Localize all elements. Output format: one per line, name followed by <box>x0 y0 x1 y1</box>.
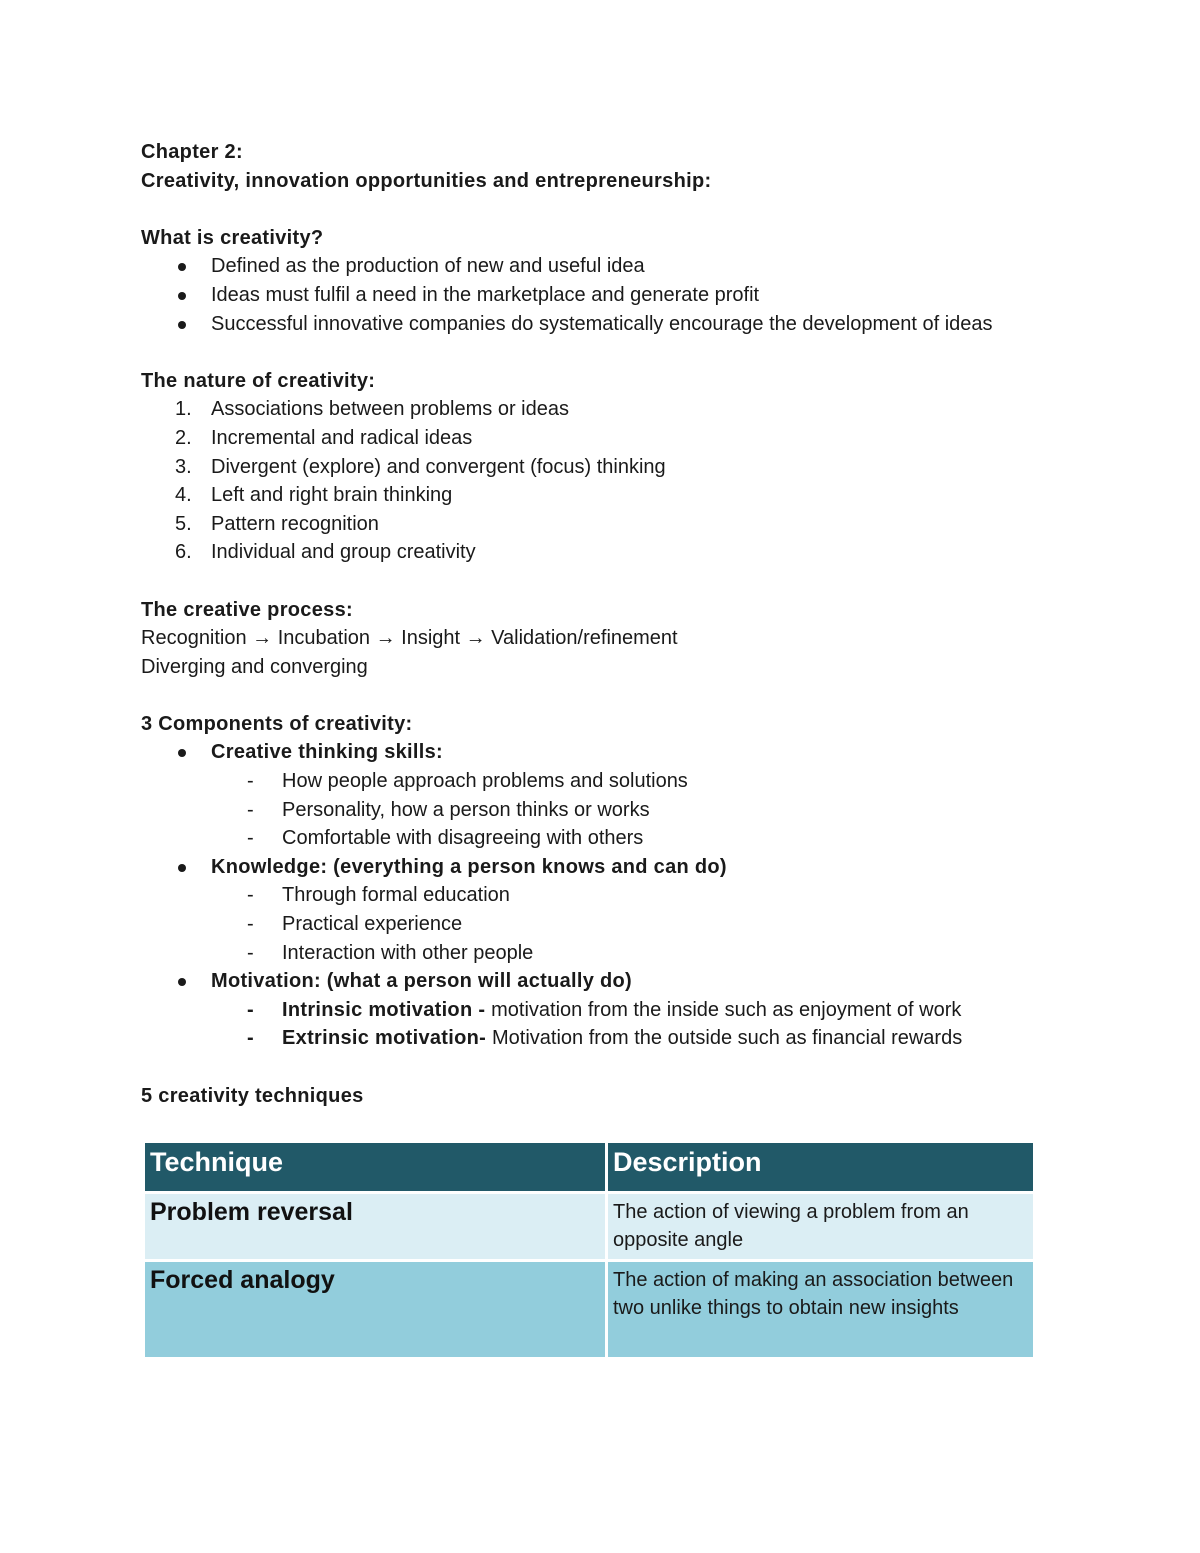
section-heading-techniques: 5 creativity techniques <box>141 1084 364 1107</box>
list-item: Successful innovative companies do systematically encourage the development of ideas <box>141 310 1141 339</box>
document-body <box>141 138 1141 1110</box>
nature-list <box>141 395 1141 567</box>
list-item: 2. Incremental and radical ideas <box>175 426 473 449</box>
table-row <box>144 1193 1035 1261</box>
what-is-list <box>141 252 1141 338</box>
bullet-icon <box>178 292 186 300</box>
table-header-row <box>144 1142 1035 1193</box>
section-heading-what-is: What is creativity? <box>141 226 324 249</box>
bullet-icon <box>178 749 186 757</box>
bullet-icon <box>178 321 186 329</box>
list-item: 4. Left and right brain thinking <box>175 484 453 507</box>
sub-item: - Extrinsic motivation- Motivation from the outside such as financial rewards <box>247 1027 963 1050</box>
section-heading-components: 3 Components of creativity: <box>141 712 413 735</box>
table-row <box>144 1261 1035 1359</box>
section-heading-nature: The nature of creativity: <box>141 369 376 392</box>
process-steps: Recognition → Incubation → Insight → Validation/refinement <box>141 627 678 650</box>
sub-item: - Intrinsic motivation - motivation from the inside such as enjoyment of work <box>247 998 962 1021</box>
list-item: Motivation: (what a person will actually do) <box>141 967 1141 996</box>
technique-description: The action of making an association between two unlike things to obtain new insights <box>607 1261 1035 1359</box>
sub-item: - Practical experience <box>247 913 463 936</box>
list-item: 1. Associations between problems or ideas <box>175 398 569 421</box>
components-list <box>141 738 1141 1053</box>
chapter-label: Chapter 2: <box>141 141 243 163</box>
list-item: Defined as the production of new and useful idea <box>141 252 1141 281</box>
sub-item: - Comfortable with disagreeing with others <box>247 827 644 850</box>
bullet-icon <box>178 978 186 986</box>
bullet-icon <box>178 864 186 872</box>
process-note: Diverging and converging <box>141 655 368 678</box>
sub-item: - Through formal education <box>247 884 510 907</box>
technique-name: Forced analogy <box>144 1261 607 1359</box>
list-item: Creative thinking skills: <box>141 738 1141 767</box>
sub-item: - Interaction with other people <box>247 941 534 964</box>
list-item: 3. Divergent (explore) and convergent (focus) thinking <box>175 455 666 478</box>
chapter-title: Creativity, innovation opportunities and entrepreneurship: <box>141 169 712 192</box>
bullet-icon <box>178 263 186 271</box>
list-item: 5. Pattern recognition <box>175 512 379 535</box>
list-item: 6. Individual and group creativity <box>175 541 476 564</box>
sub-item: - How people approach problems and solutions <box>247 770 688 793</box>
techniques-table <box>142 1140 1036 1360</box>
list-item: Knowledge: (everything a person knows and can do) <box>141 853 1141 882</box>
column-header-technique: Technique <box>144 1142 607 1193</box>
technique-description: The action of viewing a problem from an opposite angle <box>607 1193 1035 1261</box>
column-header-description: Description <box>607 1142 1035 1193</box>
technique-name: Problem reversal <box>144 1193 607 1261</box>
section-heading-process: The creative process: <box>141 598 353 621</box>
list-item: Ideas must fulfil a need in the marketplace and generate profit <box>141 281 1141 310</box>
sub-item: - Personality, how a person thinks or works <box>247 798 650 821</box>
